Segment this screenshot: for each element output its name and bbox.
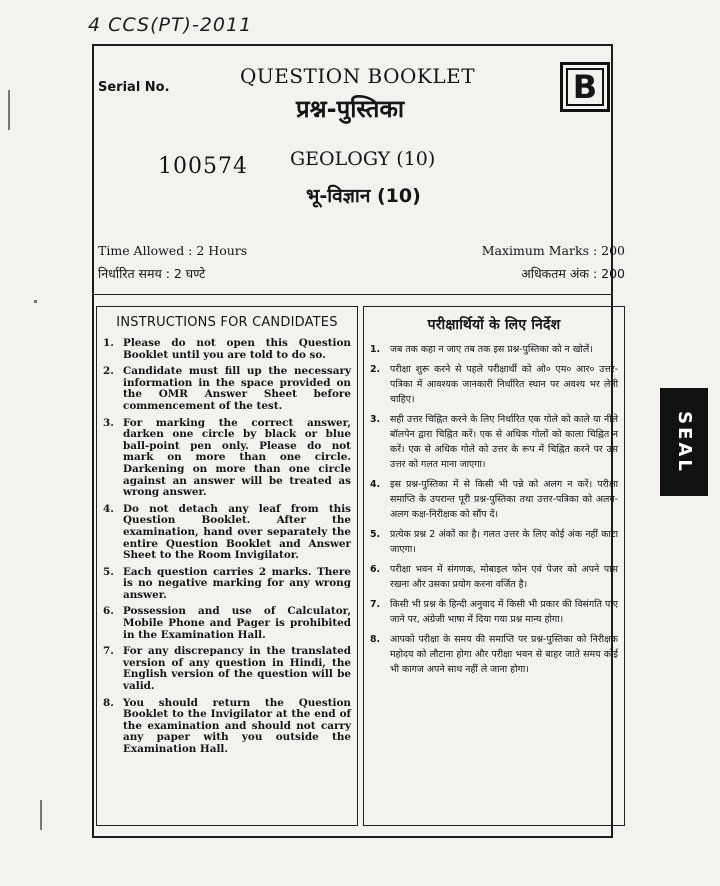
instruction-item (370, 342, 618, 357)
instruction-item (370, 562, 618, 592)
header-divider (92, 294, 613, 295)
instruction-text: You should return the Question Booklet to the Invigilator at the end of the examination and should not carry any paper with you outside the Examination Hall. (123, 696, 351, 755)
instruction-item (103, 338, 351, 361)
instruction-item (103, 646, 351, 692)
instruction-item (103, 567, 351, 602)
instruction-text: Please do not open this Question Booklet until you are told to do so. (123, 337, 351, 361)
instruction-number: 4. (370, 479, 381, 490)
instructions-en-title: INSTRUCTIONS FOR CANDIDATES (116, 315, 338, 330)
instruction-number: 7. (103, 645, 114, 658)
series-letter: B (566, 68, 604, 106)
booklet-number: 100574 (158, 154, 248, 179)
instruction-number: 6. (103, 605, 114, 618)
scan-artifact (34, 300, 37, 303)
instruction-number: 3. (103, 416, 114, 429)
series-box (560, 62, 610, 112)
serial-label: Serial No. (98, 80, 170, 95)
instruction-text: जब तक कहा न जाए तब तक इस प्रश्न-पुस्तिका को न खोलें। (390, 344, 593, 355)
handwritten-note: 4 CCS(PT)-2011 (88, 14, 253, 36)
instruction-text: सही उत्तर चिह्नित करने के लिए निर्धारित एक गोले को काले या नीले बॉलपेन द्वारा चिह्नित करें। एक से अधिक गोलों को काला चिह्नित न करें। एक से अधिक गोले को उत्तर के रूप में चिह्नित करने पर उस उत्तर को गलत माना जाएगा। (390, 414, 618, 470)
instruction-item (103, 698, 351, 756)
instruction-item (370, 527, 618, 557)
booklet-title-hi: प्रश्न-पुस्तिका (296, 95, 405, 123)
instruction-text: Possession and use of Calculator, Mobile Phone and Pager is prohibited in the Examination Hall. (123, 605, 351, 641)
instruction-number: 2. (370, 364, 381, 375)
instruction-number: 6. (370, 564, 381, 575)
instruction-text: आपको परीक्षा के समय की समाप्ति पर प्रश्न-पुस्तिका को निरीक्षक महोदय को लौटाना होगा और परीक्षा भवन से बाहर जाते समय कोई भी कागज अपने साथ नहीं ले जाना होगा। (390, 634, 618, 675)
booklet-title-en: QUESTION BOOKLET (240, 64, 476, 88)
instruction-number: 5. (103, 565, 114, 578)
scan-artifact (8, 90, 10, 130)
instruction-text: Do not detach any leaf from this Question Booklet. After the examination, hand over separately the entire Question Booklet and Answer Sheet to the Room Invigilator. (123, 502, 351, 562)
instruction-number: 3. (370, 414, 381, 425)
instruction-text: Candidate must fill up the necessary information in the space provided on the OMR Answer Sheet before commencement of the test. (123, 365, 351, 412)
max-marks-en: Maximum Marks : 200 (481, 243, 625, 258)
instruction-text: परीक्षा शुरू करने से पहले परीक्षार्थी को ओ० एम० आर० उत्तर-पत्रिका में आवश्यक जानकारी निर्धारित स्थान पर अवश्य भर लेनी चाहिए। (390, 364, 618, 405)
subject-hi: भू-विज्ञान (10) (306, 185, 421, 207)
time-allowed-en: Time Allowed : 2 Hours (98, 243, 248, 258)
instruction-number: 5. (370, 529, 381, 540)
instruction-text: For any discrepancy in the translated version of any question in Hindi, the English version of the question will be valid. (123, 645, 351, 693)
instructions-en (96, 306, 358, 826)
time-allowed-hi: निर्धारित समय : 2 घण्टे (98, 266, 206, 281)
instruction-number: 4. (103, 502, 114, 515)
instruction-item (103, 366, 351, 412)
instruction-item (370, 597, 618, 627)
instruction-item (370, 632, 618, 677)
instruction-item (103, 504, 351, 562)
instruction-text: परीक्षा भवन में संगणक, मोबाइल फोन एवं पेजर को अपने पास रखना और उसका प्रयोग करना वर्जित है। (390, 564, 618, 590)
instruction-number: 8. (103, 696, 114, 709)
instruction-item (370, 412, 618, 472)
instruction-item (370, 477, 618, 522)
instruction-item (103, 606, 351, 641)
instruction-number: 8. (370, 634, 381, 645)
instruction-text: For marking the correct answer, darken one circle by black or blue ball-point pen only. Please do not mark on more than one circle. Darkening on more than one circle against an answer will be treated as wrong answer. (123, 416, 351, 499)
instruction-number: 1. (103, 337, 114, 349)
instruction-text: इस प्रश्न-पुस्तिका में से किसी भी पन्ने को अलग न करें। परीक्षा समाप्ति के उपरान्त पूरी प्रश्न-पुस्तिका तथा उत्तर-पत्रिका को अलग-अलग कक्ष-निरीक्षक को सौंप दें। (390, 479, 618, 520)
instruction-number: 1. (370, 344, 381, 355)
seal-tab (660, 388, 708, 496)
instructions-hi-title: परीक्षार्थियों के लिए निर्देश (427, 317, 561, 333)
instruction-item (370, 362, 618, 407)
instruction-number: 7. (370, 599, 381, 610)
instruction-number: 2. (103, 365, 114, 378)
seal-label: SEAL (673, 410, 695, 474)
scan-artifact (40, 800, 42, 830)
instruction-item (103, 418, 351, 499)
max-marks-hi: अधिकतम अंक : 200 (521, 266, 625, 281)
instructions-hi (363, 306, 625, 826)
instruction-text: किसी भी प्रश्न के हिन्दी अनुवाद में किसी भी प्रकार की विसंगति पाए जाने पर, अंग्रेजी भाषा में दिया गया प्रश्न मान्य होगा। (390, 599, 618, 625)
instruction-text: प्रत्येक प्रश्न 2 अंकों का है। गलत उत्तर के लिए कोई अंक नहीं काटा जाएगा। (390, 529, 618, 555)
instruction-text: Each question carries 2 marks. There is no negative marking for any wrong answer. (123, 565, 351, 601)
subject-en: GEOLOGY (10) (290, 148, 436, 170)
